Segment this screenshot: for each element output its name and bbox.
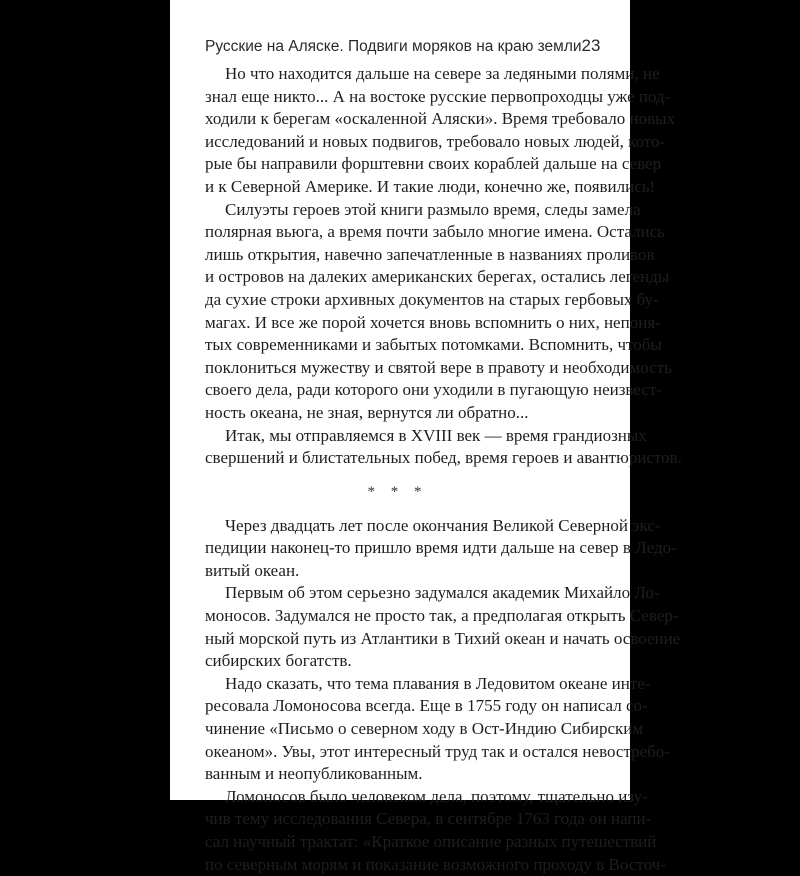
- text-line: знал еще никто... А на востоке русские первопроходцы уже под-: [205, 86, 671, 106]
- paragraph: [205, 63, 676, 199]
- text-line: ванным и неопубликованным.: [205, 764, 423, 784]
- text-line: ность океана, не зная, вернутся ли обратно...: [205, 402, 529, 422]
- section-separator: * * *: [367, 483, 428, 500]
- text-line: Ломоносов было человеком дела, поэтому, тщательно изу-: [225, 786, 648, 806]
- text-line: Через двадцать лет после окончания Великой Северной экс-: [225, 515, 661, 535]
- text-line: чив тему исследования Севера, в сентябре 1763 года он напи-: [205, 809, 652, 829]
- text-line: тых современниками и забытых потомками. Вспомнить, чтобы: [205, 335, 662, 355]
- page-number: 23: [581, 36, 601, 55]
- text-line: Надо сказать, что тема плавания в Ледовитом океане инте-: [225, 673, 651, 693]
- text-line: поклониться мужеству и святой вере в правоту и необходимость: [205, 357, 672, 377]
- text-line: Итак, мы отправляемся в XVIII век — время грандиозных: [225, 425, 647, 445]
- text-line: океаном». Увы, этот интересный труд так и остался невостребо-: [205, 741, 670, 761]
- text-line: ходили к берегам «оскаленной Аляски». Время требовало новых: [205, 109, 676, 129]
- text-line: по северным морям и показание возможного проходу в Восточ-: [205, 854, 666, 874]
- text-line: и островов на далеких американских берегах, остались легенды: [205, 267, 670, 287]
- text-line: исследований и новых подвигов, требовало новых людей, кото-: [205, 131, 666, 151]
- running-head: [205, 36, 601, 56]
- book-page: [170, 0, 682, 874]
- text-line: рые бы направили форштевни своих кораблей дальше на север: [205, 154, 662, 174]
- text-line: и к Северной Америке. И такие люди, конечно же, появились!: [205, 176, 656, 196]
- text-line: чинение «Письмо о северном ходу в Ост-Индию Сибирским: [205, 719, 644, 739]
- text-line: свершений и блистательных побед, время героев и авантюристов.: [205, 448, 682, 468]
- paragraph: [205, 199, 672, 425]
- text-line: лишь открытия, навечно запечатленные в названиях проливов: [205, 244, 655, 264]
- paragraph: [205, 582, 681, 672]
- text-line: Силуэты героев этой книги размыло время, следы замела: [225, 199, 641, 219]
- text-line: магах. И все же порой хочется вновь вспомнить о них, непоня-: [205, 312, 661, 332]
- text-line: ный морской путь из Атлантики в Тихий океан и начать освоение: [205, 628, 681, 648]
- text-line: Но что находится дальше на севере за ледяными полями, не: [225, 64, 660, 83]
- text-line: ресовала Ломоносова всегда. Еще в 1755 году он написал со-: [205, 696, 648, 716]
- paragraph: [205, 673, 670, 786]
- text-line: витый океан.: [205, 560, 300, 580]
- paragraph: [205, 425, 682, 470]
- body-text: [205, 63, 682, 876]
- paragraph: [205, 786, 666, 876]
- paragraph: [205, 515, 677, 583]
- text-line: педиции наконец-то пришло время идти дальше на север в Ледо-: [205, 538, 677, 558]
- running-title: Русские на Аляске. Подвиги моряков на краю земли: [205, 38, 582, 55]
- text-line: сал научный трактат: «Краткое описание разных путешествий: [205, 832, 657, 851]
- text-line: сибирских богатств.: [205, 651, 352, 671]
- text-line: своего дела, ради которого они уходили в пугающую неизвест-: [205, 380, 662, 400]
- text-line: полярная вьюга, а время почти забыло многие имена. Остались: [205, 222, 665, 242]
- text-line: да сухие строки архивных документов на старых гербовых бу-: [205, 289, 659, 309]
- text-line: моносов. Задумался не просто так, а предполагая открыть Север-: [205, 606, 679, 626]
- text-line: Первым об этом серьезно задумался академик Михайло Ло-: [225, 583, 660, 603]
